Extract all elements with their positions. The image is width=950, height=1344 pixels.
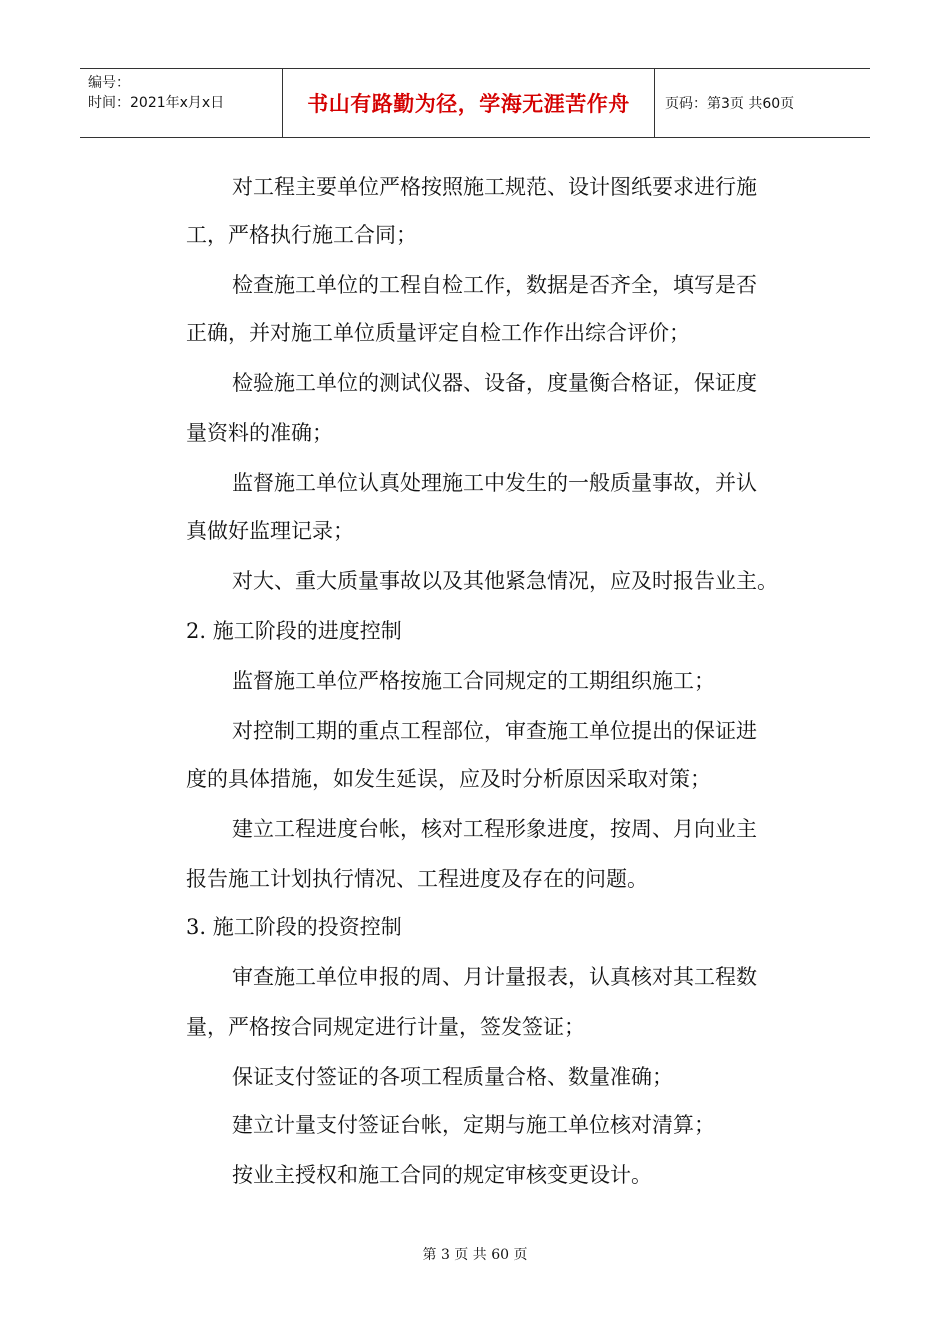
body-line: 保证支付签证的各项工程质量合格、数量准确； bbox=[232, 1065, 673, 1089]
body-line: 度的具体措施，如发生延误，应及时分析原因采取对策； bbox=[186, 767, 711, 791]
body-line: 按业主授权和施工合同的规定审核变更设计。 bbox=[232, 1163, 652, 1187]
body-line: 建立工程进度台帐，核对工程形象进度，按周、月向业主 bbox=[232, 817, 757, 841]
body-line: 监督施工单位严格按施工合同规定的工期组织施工； bbox=[232, 669, 715, 693]
document-number-label: 编号： bbox=[88, 75, 130, 91]
body-line: 报告施工计划执行情况、工程进度及存在的问题。 bbox=[186, 867, 648, 891]
body-line: 工，严格执行施工合同； bbox=[186, 223, 417, 247]
body-line: 审查施工单位申报的周、月计量报表，认真核对其工程数 bbox=[232, 965, 757, 989]
section-heading: 2. 施工阶段的进度控制 bbox=[186, 619, 402, 643]
body-line: 真做好监理记录； bbox=[186, 519, 354, 543]
body-line: 量资料的准确； bbox=[186, 421, 333, 445]
section-heading: 3. 施工阶段的投资控制 bbox=[186, 915, 402, 939]
header-page-info: 页码：第3页 共60页 bbox=[665, 96, 795, 112]
body-line: 量，严格按合同规定进行计量，签发签证； bbox=[186, 1015, 585, 1039]
header-meta bbox=[80, 69, 283, 137]
body-line: 监督施工单位认真处理施工中发生的一般质量事故，并认 bbox=[232, 471, 757, 495]
header-slogan: 书山有路勤为径，学海无涯苦作舟 bbox=[283, 69, 655, 137]
body-line: 对大、重大质量事故以及其他紧急情况，应及时报告业主。 bbox=[232, 569, 778, 593]
body-line: 对控制工期的重点工程部位，审查施工单位提出的保证进 bbox=[232, 719, 757, 743]
body-line: 检验施工单位的测试仪器、设备，度量衡合格证，保证度 bbox=[232, 371, 757, 395]
page-header bbox=[80, 68, 870, 138]
document-date-label: 时间：2021年x月x日 bbox=[88, 95, 225, 111]
body-line: 正确，并对施工单位质量评定自检工作作出综合评价； bbox=[186, 321, 690, 345]
body-line: 建立计量支付签证台帐，定期与施工单位核对清算； bbox=[232, 1113, 715, 1137]
body-line: 检查施工单位的工程自检工作，数据是否齐全，填写是否 bbox=[232, 273, 757, 297]
body-line: 对工程主要单位严格按照施工规范、设计图纸要求进行施 bbox=[232, 175, 757, 199]
page-footer: 第 3 页 共 60 页 bbox=[422, 1247, 528, 1263]
